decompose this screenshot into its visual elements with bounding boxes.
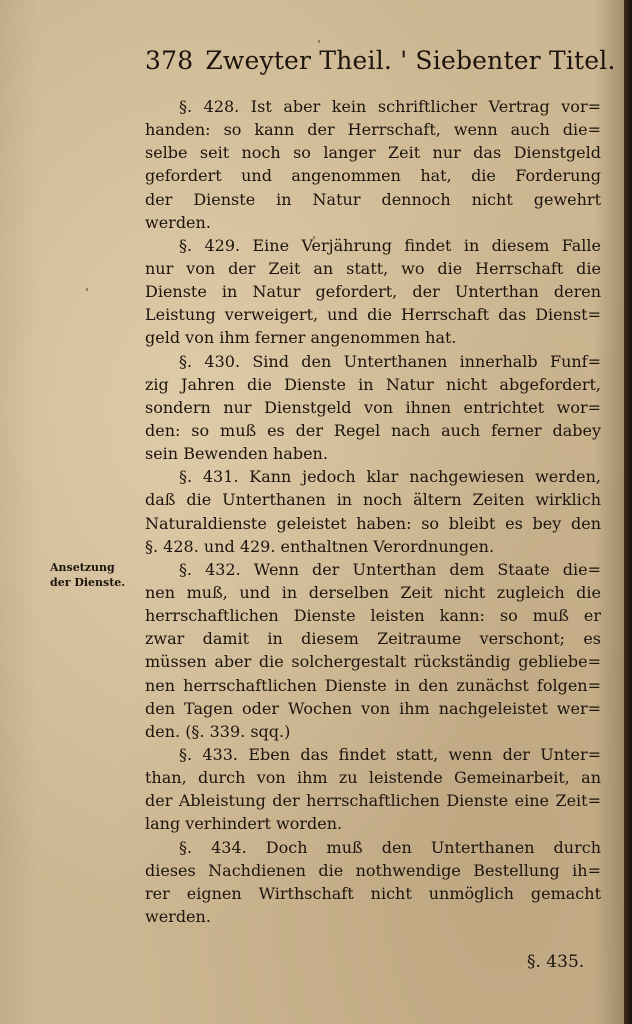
text-line: herrschaftlichen Dienste leisten kann: so muß er [145, 606, 601, 626]
text-line: Dienste in Natur gefordert, der Unterthan deren [145, 282, 601, 302]
text-line: werden. [145, 906, 211, 926]
text-line: Leistung verweigert, und die Herrschaft das Dienst= [145, 305, 601, 325]
ink-speck [86, 288, 88, 291]
text-line: nen muß, und in derselben Zeit nicht zugleich die [145, 582, 601, 602]
marginal-note [50, 560, 134, 590]
text-line: §. 433. Eben das findet statt, wenn der Unter= [179, 744, 601, 764]
text-line: §. 430. Sind den Unterthanen innerhalb Funf= [179, 351, 601, 371]
text-line: §. 431. Kann jedoch klar nachgewiesen werden, [179, 467, 601, 487]
text-line: werden. [145, 212, 211, 232]
marginal-note-line: der Dienste. [50, 576, 126, 589]
text-line: daß die Unterthanen in noch ältern Zeiten wirklich [145, 490, 601, 510]
ink-speck [318, 40, 320, 43]
text-line: dieses Nachdienen die nothwendige Bestellung ih= [145, 860, 601, 880]
text-line: den. (§. 339. sqq.) [145, 721, 291, 741]
text-line: zwar damit in diesem Zeitraume verschont; es [145, 629, 601, 649]
text-line: nur von der Zeit an statt, wo die Herrschaft die [145, 258, 601, 278]
text-line: §. 429. Eine Verjährung findet in diesem Falle [179, 235, 601, 255]
page-edge-shadow [624, 0, 632, 1024]
text-line: nen herrschaftlichen Dienste in den zunächst folgen= [145, 675, 601, 695]
text-line: der Ableistung der herrschaftlichen Dienste eine Zeit= [145, 791, 601, 811]
text-line: müssen aber die solchergestalt rückständig gebliebe= [145, 652, 601, 672]
text-line: Naturaldienste geleistet haben: so bleibt es bey den [145, 513, 601, 533]
text-line: selbe seit noch so langer Zeit nur das Dienstgeld [145, 143, 601, 163]
text-line: §. 428. Ist aber kein schriftlicher Vertrag vor= [179, 97, 601, 116]
running-title: Zweyter Theil. ' Siebenter Titel. [205, 46, 616, 75]
text-line: handen: so kann der Herrschaft, wenn auch die= [145, 120, 601, 140]
page-number: 378 [145, 46, 194, 75]
body-text [145, 95, 601, 928]
text-line: der Dienste in Natur dennoch nicht gewehrt [145, 189, 601, 209]
text-line: sein Bewenden haben. [145, 444, 328, 464]
text-line: rer eignen Wirthschaft nicht unmöglich gemacht [145, 883, 601, 903]
text-line: §. 428. und 429. enthaltnen Verordnungen. [145, 536, 495, 556]
marginal-note-line: Ansetzung [50, 561, 115, 574]
catchword: §. 435. [527, 952, 585, 972]
text-line: §. 434. Doch muß den Unterthanen durch [179, 837, 601, 857]
running-head [145, 46, 616, 86]
text-line: §. 432. Wenn der Unterthan dem Staate die= [179, 559, 601, 579]
text-line: den: so muß es der Regel nach auch ferner dabey [145, 420, 601, 440]
text-line: gefordert und angenommen hat, die Forderung [145, 166, 601, 186]
text-line: den Tagen oder Wochen von ihm nachgeleistet wer= [145, 698, 601, 718]
text-line: sondern nur Dienstgeld von ihnen entrichtet wor= [145, 397, 601, 417]
text-line: geld von ihm ferner angenommen hat. [145, 328, 457, 348]
text-line: lang verhindert worden. [145, 814, 343, 834]
text-line: zig Jahren die Dienste in Natur nicht abgefordert, [145, 374, 601, 394]
text-line: than, durch von ihm zu leistende Gemeinarbeit, an [145, 768, 601, 788]
